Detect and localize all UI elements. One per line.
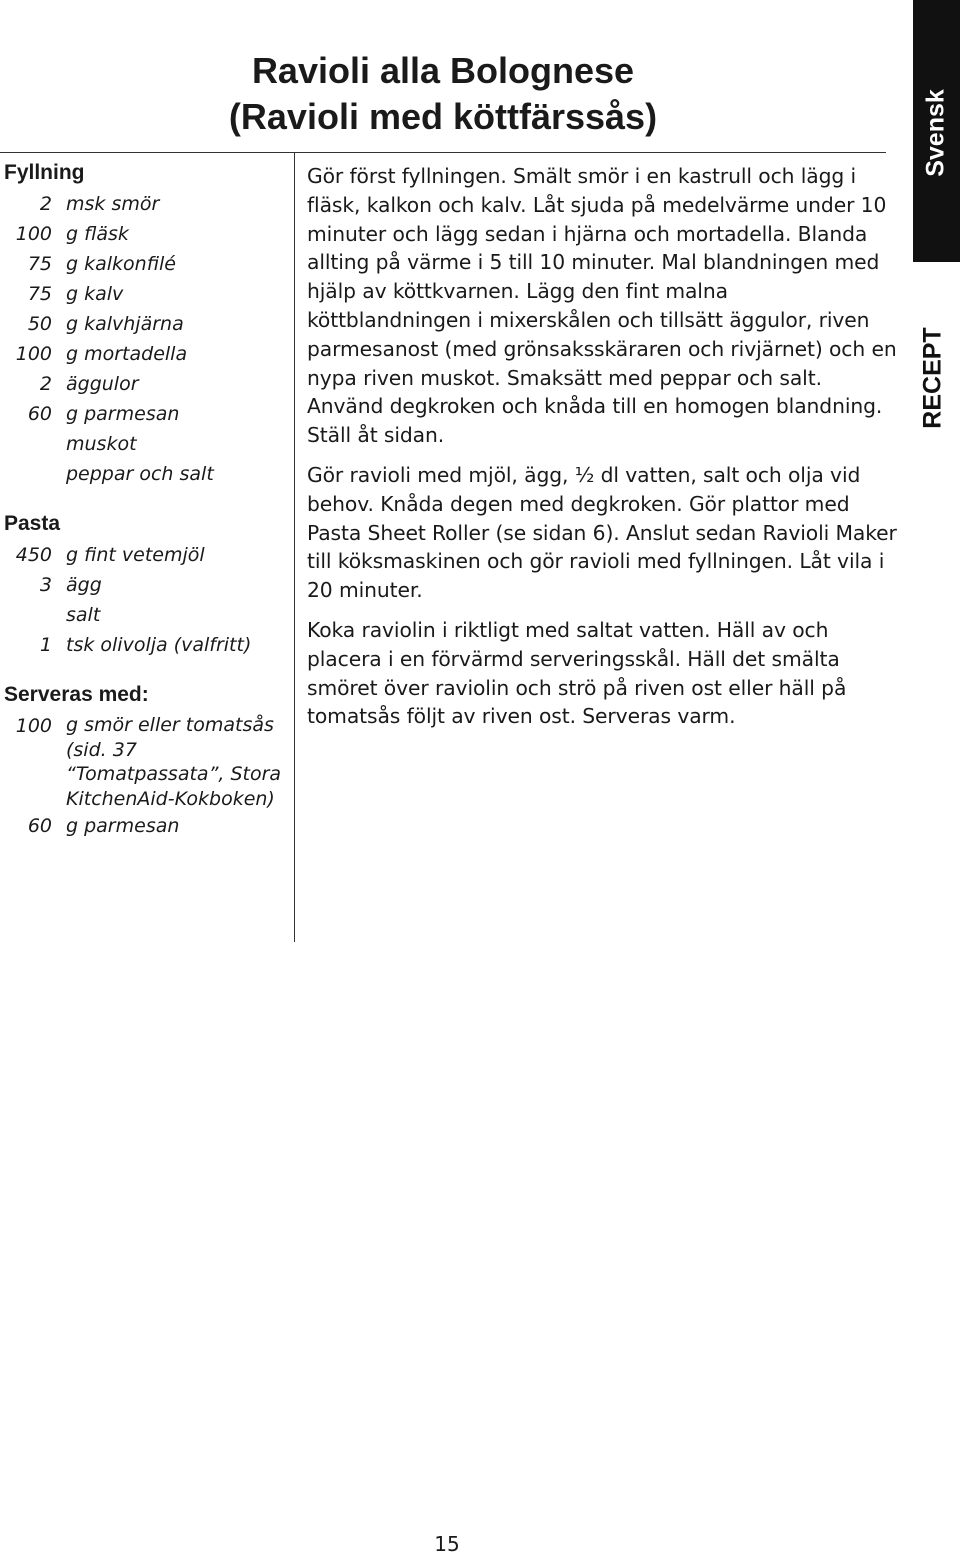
serving-section xyxy=(4,680,289,841)
ingredient-desc: g mortadella xyxy=(66,343,188,365)
ingredient-qty: 60 xyxy=(27,815,52,837)
ingredient-row xyxy=(4,570,289,600)
ingredient-row xyxy=(4,189,289,219)
ingredient-qty: 1 xyxy=(39,634,52,656)
page-title xyxy=(200,48,686,140)
header-rule xyxy=(0,152,886,153)
method-column xyxy=(307,162,897,742)
ingredient-desc: g parmesan xyxy=(66,403,180,425)
ingredient-desc: g kalv xyxy=(66,283,124,305)
ingredient-qty: 450 xyxy=(15,544,52,566)
title-line-1: Ravioli alla Bolognese xyxy=(251,50,635,91)
ingredient-desc: äggulor xyxy=(66,373,139,395)
ingredient-desc: tsk olivolja (valfritt) xyxy=(66,634,252,656)
ingredient-desc: peppar och salt xyxy=(66,463,214,485)
ingredient-qty: 50 xyxy=(27,313,52,335)
ingredient-row xyxy=(4,369,289,399)
ingredient-row xyxy=(4,811,289,841)
ingredient-row xyxy=(4,630,289,660)
section-tab-label: RECEPT xyxy=(918,327,947,429)
ingredient-row xyxy=(4,279,289,309)
ingredient-qty: 75 xyxy=(27,253,52,275)
ingredient-row xyxy=(4,339,289,369)
method-paragraph: Koka raviolin i riktligt med saltat vatten. Häll av och placera i en förvärmd serveringsskål. Häll det smälta smöret över raviolin och strö på riven ost eller häll på tomatsås följt av riven ost. Serveras varm. xyxy=(307,617,847,729)
page-number: 15 xyxy=(434,1532,460,1556)
ingredient-row xyxy=(4,309,289,339)
pasta-section xyxy=(4,509,289,660)
method-paragraph: Gör först fyllningen. Smält smör i en kastrull och lägg i fläsk, kalkon och kalv. Låt sjuda på medelvärme under 10 minuter och lägg sedan i hjärna och mortadella. Blanda allting på värme i 5 till 10 minuter. Mal blandningen med hjälp av köttkvarnen. Lägg den fint malna köttblandningen i mixerskålen och tillsätt äggulor, riven parmesanost (med grönsaksskäraren och rivjärnet) och en nypa riven muskot. Smaksätt med peppar och salt. Använd degkroken och knåda till en homogen blandning. Ställ åt sidan. xyxy=(307,164,897,448)
method-paragraph: Gör ravioli med mjöl, ägg, ½ dl vatten, salt och olja vid behov. Knåda degen med degkroken. Gör plattor med Pasta Sheet Roller (se sidan 6). Anslut sedan Ravioli Maker till köksmaskinen och gör ravioli med fyllningen. Låt vila i 20 minuter. xyxy=(307,462,897,603)
ingredient-row xyxy=(4,219,289,249)
ingredient-qty: 100 xyxy=(15,715,52,737)
serving-heading: Serveras med: xyxy=(4,683,149,706)
ingredient-qty: 100 xyxy=(15,223,52,245)
ingredient-desc: muskot xyxy=(66,433,137,455)
ingredient-qty: 2 xyxy=(39,373,52,395)
ingredient-desc: g fint vetemjöl xyxy=(66,544,205,566)
ingredient-row xyxy=(4,429,289,459)
ingredient-desc: g kalkonfilé xyxy=(66,253,176,275)
ingredient-row xyxy=(4,459,289,489)
ingredient-qty: 100 xyxy=(15,343,52,365)
ingredient-desc: msk smör xyxy=(66,193,160,215)
pasta-heading: Pasta xyxy=(4,512,61,535)
ingredient-desc: ägg xyxy=(66,574,102,596)
ingredient-desc: g smör eller tomatsås (sid. 37 “Tomatpassata”, Stora KitchenAid-Kokboken) xyxy=(66,714,282,810)
ingredient-row xyxy=(4,540,289,570)
ingredient-row xyxy=(4,711,289,811)
ingredient-qty: 3 xyxy=(39,574,52,596)
language-tab-label: Svensk xyxy=(921,89,950,177)
filling-heading: Fyllning xyxy=(4,161,85,184)
column-divider xyxy=(294,152,295,942)
ingredient-desc: g kalvhjärna xyxy=(66,313,184,335)
ingredient-qty: 60 xyxy=(27,403,52,425)
ingredient-row xyxy=(4,249,289,279)
ingredient-desc: g fläsk xyxy=(66,223,129,245)
ingredient-row xyxy=(4,399,289,429)
filling-section xyxy=(4,158,289,489)
ingredient-qty: 75 xyxy=(27,283,52,305)
ingredient-desc: g parmesan xyxy=(66,815,180,837)
ingredient-desc: salt xyxy=(66,604,101,626)
ingredient-row xyxy=(4,600,289,630)
title-line-2: (Ravioli med köttfärssås) xyxy=(228,96,658,137)
ingredients-column xyxy=(4,158,289,841)
ingredient-qty: 2 xyxy=(39,193,52,215)
